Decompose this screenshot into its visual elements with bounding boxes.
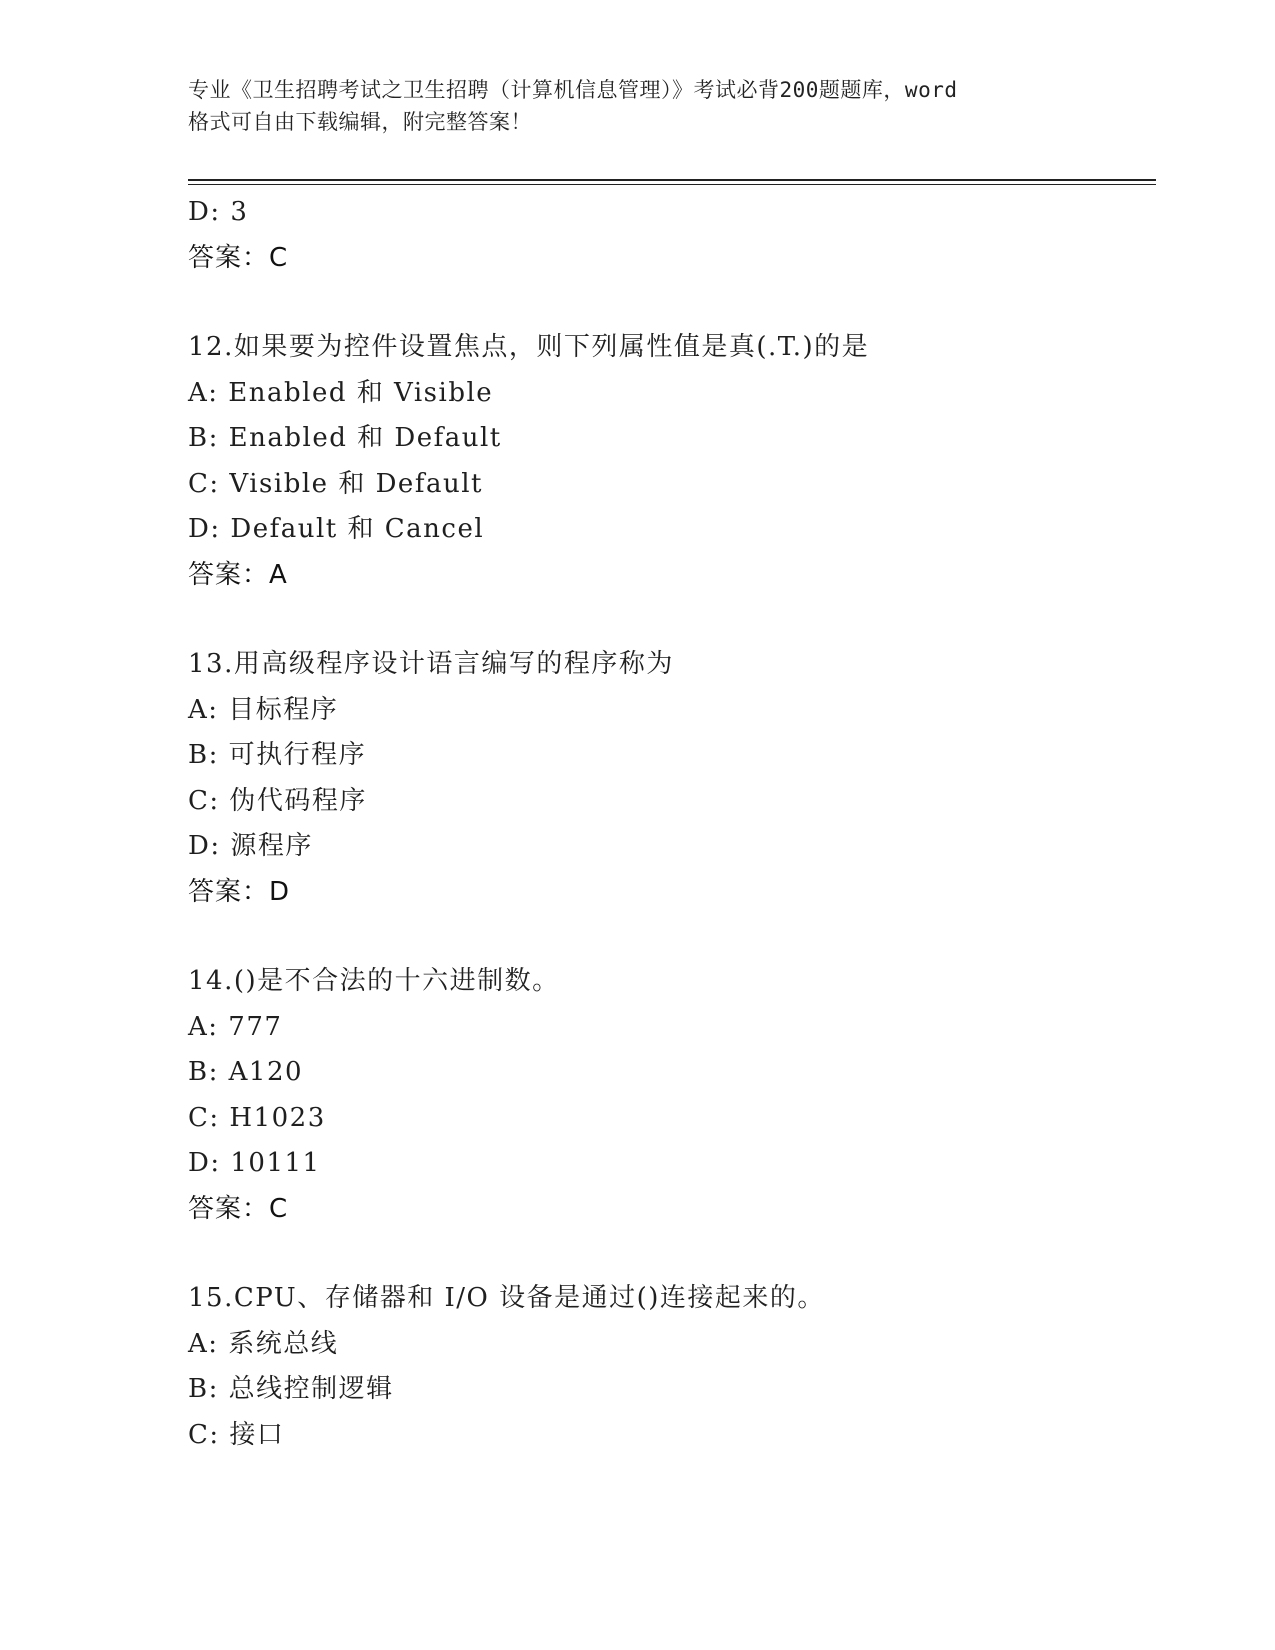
question-option: A: Enabled 和 Visible <box>188 377 494 408</box>
question-title: 13.用高级程序设计语言编写的程序称为 <box>188 649 674 679</box>
carryover-option-d: D: 3 <box>188 197 249 227</box>
spacer <box>188 598 1156 642</box>
question-block-13 <box>188 642 1156 915</box>
question-option: C: 接口 <box>188 1419 285 1450</box>
question-block-15 <box>188 1276 1156 1458</box>
question-answer: 答案：D <box>188 876 291 907</box>
question-option: B: 总线控制逻辑 <box>188 1374 394 1404</box>
spacer <box>188 1232 1156 1276</box>
question-option: A: 系统总线 <box>188 1328 339 1359</box>
question-title: 14.()是不合法的十六进制数。 <box>188 966 560 996</box>
question-option: D: Default 和 Cancel <box>188 514 485 544</box>
header-line-1: 专业《卫生招聘考试之卫生招聘（计算机信息管理）》考试必背200题题库，word <box>188 78 958 102</box>
question-answer: 答案：C <box>188 1193 289 1224</box>
question-option: C: 伪代码程序 <box>188 785 367 816</box>
question-title: 15.CPU、存储器和 I/O 设备是通过()连接起来的。 <box>188 1283 825 1313</box>
question-title: 12.如果要为控件设置焦点，则下列属性值是真(.T.)的是 <box>188 332 870 362</box>
question-block-12 <box>188 325 1156 598</box>
question-option: C: Visible 和 Default <box>188 468 483 499</box>
carryover-answer: 答案：C <box>188 242 289 273</box>
spacer <box>188 915 1156 959</box>
document-body <box>188 190 1156 1458</box>
document-header <box>188 74 1088 138</box>
question-option: B: Enabled 和 Default <box>188 423 502 453</box>
question-answer: 答案：A <box>188 559 288 590</box>
question-block-14 <box>188 959 1156 1232</box>
question-option: D: 10111 <box>188 1148 321 1178</box>
header-rule-thin <box>188 184 1156 185</box>
question-option: B: A120 <box>188 1057 304 1087</box>
header-rule-thick <box>188 179 1156 181</box>
question-option: C: H1023 <box>188 1102 326 1133</box>
question-option: D: 源程序 <box>188 831 313 861</box>
question-option: A: 777 <box>188 1011 283 1042</box>
header-line-2: 格式可自由下载编辑，附完整答案！ <box>188 110 532 134</box>
question-option: A: 目标程序 <box>188 694 339 725</box>
spacer <box>188 281 1156 325</box>
question-option: B: 可执行程序 <box>188 740 367 770</box>
